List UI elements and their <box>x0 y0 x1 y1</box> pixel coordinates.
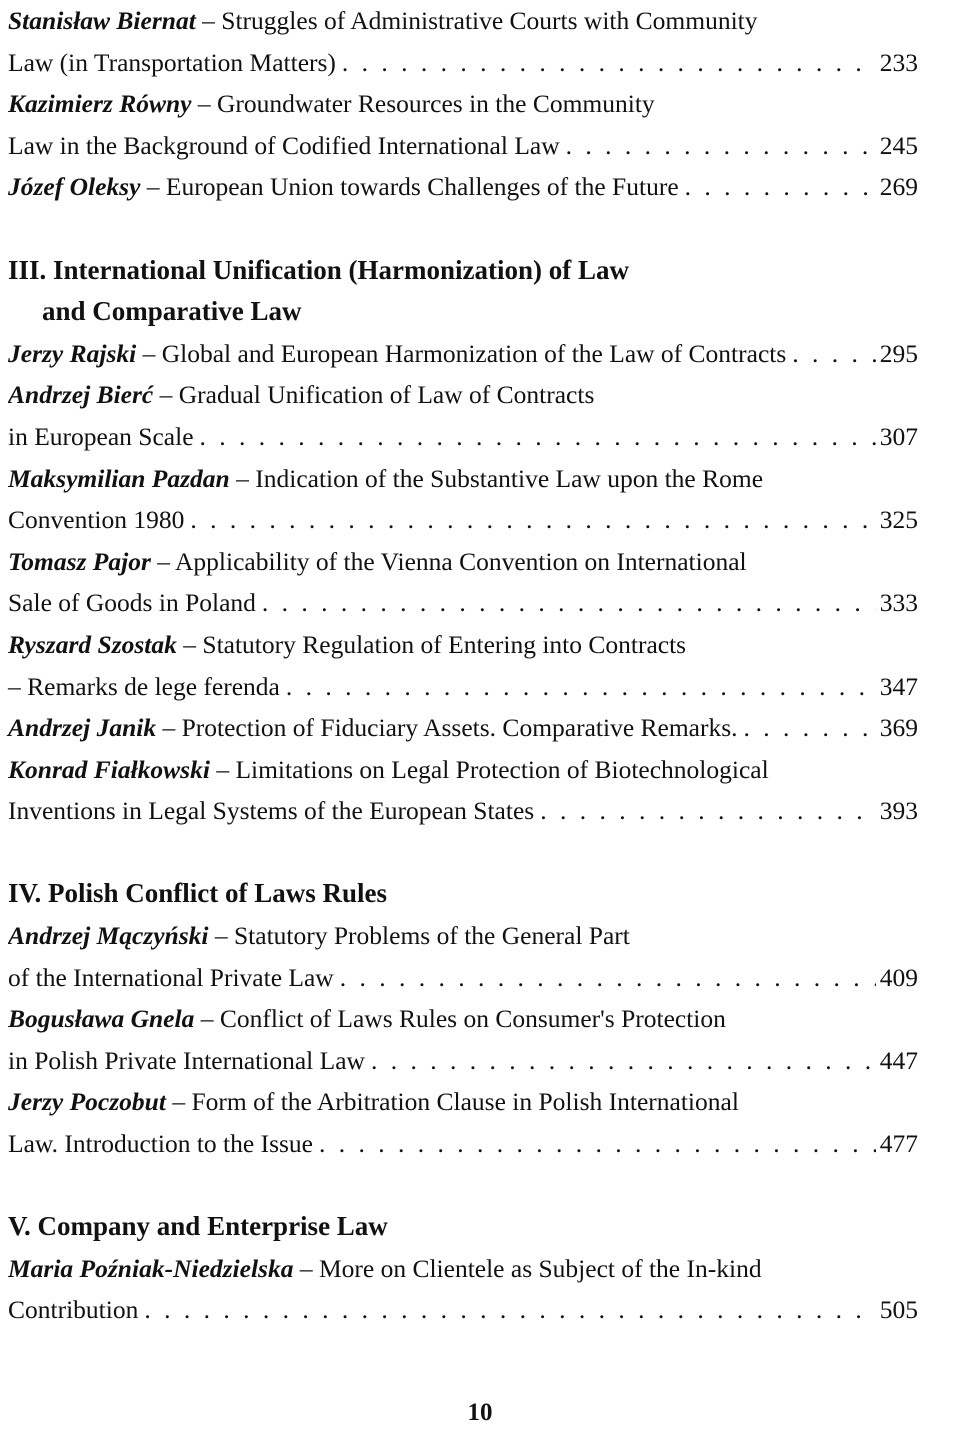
dot-leader <box>566 125 876 167</box>
toc-entry <box>8 915 918 998</box>
toc-entry-last-line <box>8 582 918 624</box>
dot-leader <box>540 790 876 832</box>
toc-title: Law in the Background of Codified International Law <box>8 130 560 160</box>
dot-leader <box>371 1040 876 1082</box>
toc-entry <box>8 83 918 166</box>
toc-entry <box>8 0 918 83</box>
dot-leader <box>190 499 875 541</box>
toc-dash: – <box>191 89 217 119</box>
toc-dash: – <box>153 380 179 410</box>
toc-dash: – <box>176 629 203 659</box>
toc-title: Law. Introduction to the Issue <box>8 1129 313 1159</box>
toc-title: Contribution <box>8 1295 139 1325</box>
section-heading-iv <box>8 873 918 915</box>
toc-entry-first-line <box>8 0 918 42</box>
dot-leader <box>685 166 876 208</box>
toc-title: Statutory Problems of the General Part <box>234 921 630 951</box>
toc-entry-first-line <box>8 1081 918 1123</box>
toc-title: Protection of Fiduciary Assets. Comparative Remarks. <box>181 713 738 743</box>
toc-page-number: 369 <box>879 713 918 743</box>
toc-entry-first-line <box>8 83 918 125</box>
page-number: 10 <box>467 1399 493 1426</box>
toc-entry-last-line <box>8 957 918 999</box>
section-heading-line: IV. Polish Conflict of Laws Rules <box>8 878 388 909</box>
toc-author: Jerzy Rajski <box>8 338 137 368</box>
toc-page-number: 269 <box>879 172 918 202</box>
toc-dash: – <box>150 546 175 576</box>
toc-page-number: 477 <box>879 1129 918 1159</box>
toc-entry <box>8 166 918 208</box>
toc-author: Jerzy Poczobut <box>8 1087 166 1117</box>
toc-title: Limitations on Legal Protection of Biotechnological <box>235 754 769 784</box>
toc-entry-last-line <box>8 1123 918 1165</box>
table-of-contents <box>8 0 918 1331</box>
toc-title: Groundwater Resources in the Community <box>217 89 655 119</box>
toc-author: Andrzej Bierć <box>8 380 154 410</box>
toc-entry-last-line <box>8 333 918 375</box>
toc-title: – Remarks de lege ferenda <box>8 671 280 701</box>
toc-entry-first-line <box>8 458 918 500</box>
toc-title: More on Clientele as Subject of the In-kind <box>318 1253 762 1283</box>
toc-page-number: 505 <box>879 1295 918 1325</box>
toc-title: European Union towards Challenges of the Future <box>165 172 679 202</box>
toc-entry <box>8 1248 918 1331</box>
toc-entry-last-line <box>8 1040 918 1082</box>
section-heading-line: and Comparative Law <box>42 296 302 327</box>
toc-entry-last-line <box>8 1289 918 1331</box>
toc-title: Statutory Regulation of Entering into Contracts <box>202 629 687 659</box>
toc-author: Maria Poźniak-Niedzielska <box>8 1253 294 1283</box>
toc-title: Gradual Unification of Law of Contracts <box>178 380 595 410</box>
toc-page-number: 347 <box>879 671 918 701</box>
toc-page-number: 307 <box>879 421 918 451</box>
toc-title: Applicability of the Vienna Convention on International <box>174 546 747 576</box>
toc-title: Inventions in Legal Systems of the European States <box>8 796 535 826</box>
toc-page-number: 393 <box>879 796 918 826</box>
toc-dash: – <box>293 1253 319 1283</box>
toc-entry-last-line <box>8 499 918 541</box>
toc-entry-last-line <box>8 125 918 167</box>
toc-entry <box>8 624 918 707</box>
toc-entry-first-line <box>8 998 918 1040</box>
toc-title: Law (in Transportation Matters) <box>8 47 336 77</box>
section-spacer <box>8 1165 918 1207</box>
toc-title: Sale of Goods in Poland <box>8 588 256 618</box>
dot-leader <box>144 1289 875 1331</box>
dot-leader <box>286 666 876 708</box>
toc-entry-last-line <box>8 166 918 208</box>
toc-dash: – <box>194 1004 220 1034</box>
toc-author: Andrzej Mączyński <box>8 921 209 951</box>
dot-leader <box>200 416 876 458</box>
toc-title: Struggles of Administrative Courts with Community <box>221 6 758 35</box>
toc-page-number: 333 <box>879 588 918 618</box>
toc-entry <box>8 333 918 375</box>
toc-page-number: 233 <box>879 47 918 77</box>
section-spacer <box>8 208 918 250</box>
toc-page-number: 325 <box>879 505 918 535</box>
dot-leader <box>744 707 876 749</box>
toc-dash: – <box>136 338 162 368</box>
toc-entry <box>8 998 918 1081</box>
toc-author: Maksymilian Pazdan <box>8 463 230 493</box>
toc-entry-first-line <box>8 1248 918 1290</box>
toc-dash: – <box>229 463 256 493</box>
toc-page-number: 447 <box>879 1045 918 1075</box>
toc-entry <box>8 1081 918 1164</box>
toc-dash: – <box>195 6 222 35</box>
toc-author: Andrzej Janik <box>8 713 157 743</box>
toc-entry-last-line <box>8 707 918 749</box>
dot-leader <box>342 42 876 84</box>
toc-dash: – <box>209 754 236 784</box>
toc-title: Global and European Harmonization of the Law of Contracts <box>161 338 787 368</box>
toc-entry-first-line <box>8 541 918 583</box>
toc-page-number: 295 <box>879 338 918 368</box>
toc-author: Kazimierz Równy <box>8 89 192 119</box>
toc-entry-last-line <box>8 42 918 84</box>
dot-leader <box>792 333 875 375</box>
toc-dash: – <box>208 921 234 951</box>
toc-author: Ryszard Szostak <box>8 629 177 659</box>
toc-page-number: 409 <box>879 962 918 992</box>
toc-author: Stanisław Biernat <box>8 6 196 35</box>
dot-leader <box>340 957 876 999</box>
toc-title: Form of the Arbitration Clause in Polish International <box>191 1087 739 1117</box>
toc-entry-first-line <box>8 915 918 957</box>
dot-leader <box>319 1123 876 1165</box>
toc-title: Indication of the Substantive Law upon the Rome <box>255 463 764 493</box>
toc-entry <box>8 749 918 832</box>
toc-dash: – <box>165 1087 192 1117</box>
dot-leader <box>262 582 876 624</box>
toc-entry-first-line <box>8 749 918 791</box>
toc-title: Convention 1980 <box>8 505 185 535</box>
section-spacer <box>8 832 918 874</box>
toc-entry-first-line <box>8 374 918 416</box>
toc-entry <box>8 541 918 624</box>
toc-title: Conflict of Laws Rules on Consumer's Protection <box>219 1004 726 1034</box>
toc-page-number: 245 <box>879 130 918 160</box>
toc-author: Konrad Fiałkowski <box>8 754 210 784</box>
toc-entry-last-line <box>8 666 918 708</box>
toc-title: of the International Private Law <box>8 962 334 992</box>
section-heading-v <box>8 1206 918 1248</box>
toc-entry-last-line <box>8 416 918 458</box>
toc-entry-last-line <box>8 790 918 832</box>
toc-entry <box>8 458 918 541</box>
toc-entry <box>8 374 918 457</box>
toc-author: Bogusława Gnela <box>8 1004 195 1034</box>
toc-dash: – <box>156 713 182 743</box>
toc-entry <box>8 707 918 749</box>
toc-title: in Polish Private International Law <box>8 1045 365 1075</box>
toc-title: in European Scale <box>8 421 194 451</box>
section-heading-line: III. International Unification (Harmonization) of Law <box>8 254 629 285</box>
section-heading-line: V. Company and Enterprise Law <box>8 1211 388 1242</box>
toc-entry-first-line <box>8 624 918 666</box>
toc-author: Józef Oleksy <box>8 172 141 202</box>
toc-dash: – <box>140 172 166 202</box>
toc-author: Tomasz Pajor <box>8 546 151 576</box>
section-heading-iii <box>8 250 918 333</box>
